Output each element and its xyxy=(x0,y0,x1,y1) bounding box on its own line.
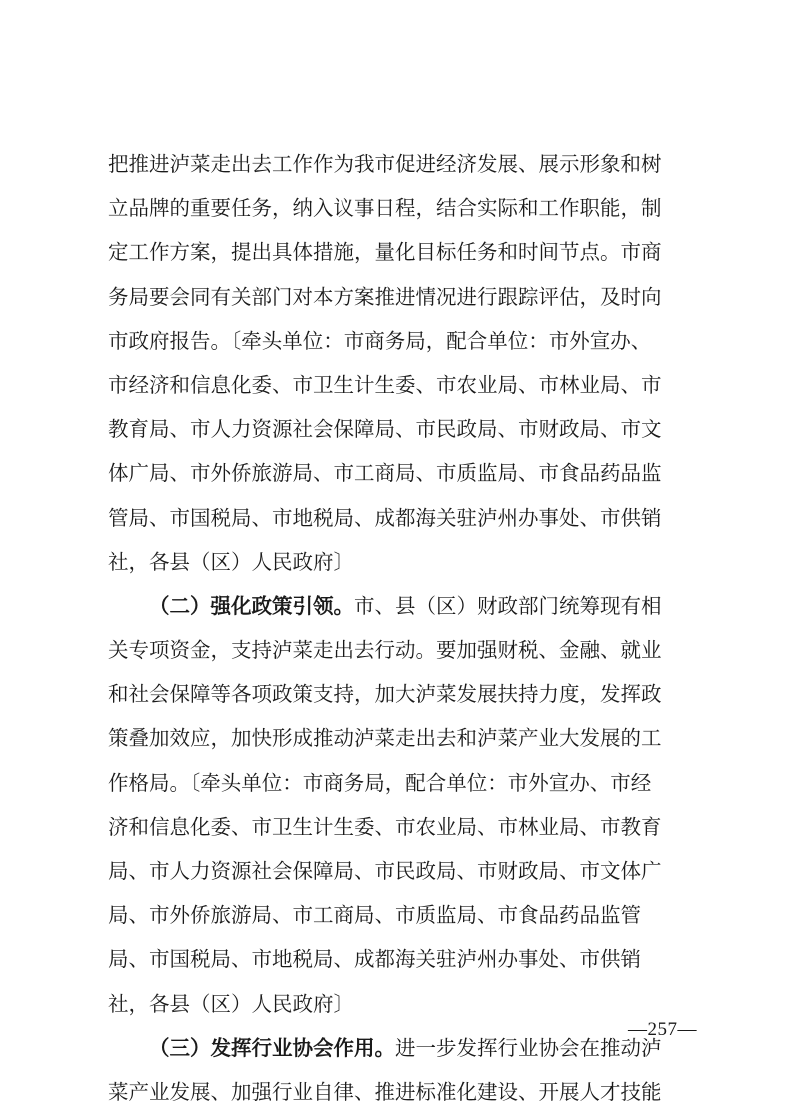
paragraph-line: 局、市国税局、市地税局、成都海关驻泸州办事处、市供销 xyxy=(108,947,641,972)
paragraph-line: 社，各县（区）人民政府〕 xyxy=(108,991,354,1016)
section-3-first-line xyxy=(108,1026,693,1070)
paragraph-line: 市政府报告。〔牵头单位：市商务局，配合单位：市外宣办、 xyxy=(108,328,652,353)
paragraph-line: 市经济和信息化委、市卫生计生委、市农业局、市林业局、市 xyxy=(108,372,662,397)
section-2-first-line-text: 市、县（区）财政部门统筹现有相 xyxy=(354,593,662,618)
paragraph-line: 局、市人力资源社会保障局、市民政局、市财政局、市文体广 xyxy=(108,859,662,883)
paragraph-line: 关专项资金，支持泸菜走出去行动。要加强财税、金融、就业 xyxy=(108,638,662,663)
page-number: —257— xyxy=(628,1019,697,1040)
paragraph-line: 把推进泸菜走出去工作作为我市促进经济发展、展示形象和树 xyxy=(108,152,662,176)
paragraph-line: 作格局。〔牵头单位：市商务局，配合单位：市外宣办、市经 xyxy=(108,770,652,795)
paragraph-line: 和社会保障等各项政策支持，加大泸菜发展扶持力度，发挥政 xyxy=(108,682,662,707)
paragraph-line: 教育局、市人力资源社会保障局、市民政局、市财政局、市文 xyxy=(108,417,662,442)
paragraph-line: 管局、市国税局、市地税局、成都海关驻泸州办事处、市供销 xyxy=(108,505,662,530)
section-3-heading: （三）发挥行业协会作用。 xyxy=(149,1035,395,1060)
section-3-first-line-text: 进一步发挥行业协会在推动泸 xyxy=(395,1035,662,1060)
paragraph-line: 局、市外侨旅游局、市工商局、市质监局、市食品药品监管 xyxy=(108,903,641,928)
section-2-heading: （二）强化政策引领。 xyxy=(149,593,354,618)
paragraph-line: 务局要会同有关部门对本方案推进情况进行跟踪评估，及时向 xyxy=(108,284,662,309)
paragraph-line: 策叠加效应，加快形成推动泸菜走出去和泸菜产业大发展的工 xyxy=(108,726,662,751)
body-text xyxy=(108,142,693,1114)
paragraph-line: 济和信息化委、市卫生计生委、市农业局、市林业局、市教育 xyxy=(108,814,662,839)
paragraph-line: 定工作方案，提出具体措施，量化目标任务和时间节点。市商 xyxy=(108,240,662,265)
paragraph-line: 体广局、市外侨旅游局、市工商局、市质监局、市食品药品监 xyxy=(108,461,662,486)
paragraph-line: 菜产业发展、加强行业自律、推进标准化建设、开展人才技能 xyxy=(108,1079,662,1104)
paragraph-line: 社，各县（区）人民政府〕 xyxy=(108,549,354,574)
section-2-first-line xyxy=(108,584,693,628)
paragraph-line: 立品牌的重要任务，纳入议事日程，结合实际和工作职能，制 xyxy=(108,196,662,221)
